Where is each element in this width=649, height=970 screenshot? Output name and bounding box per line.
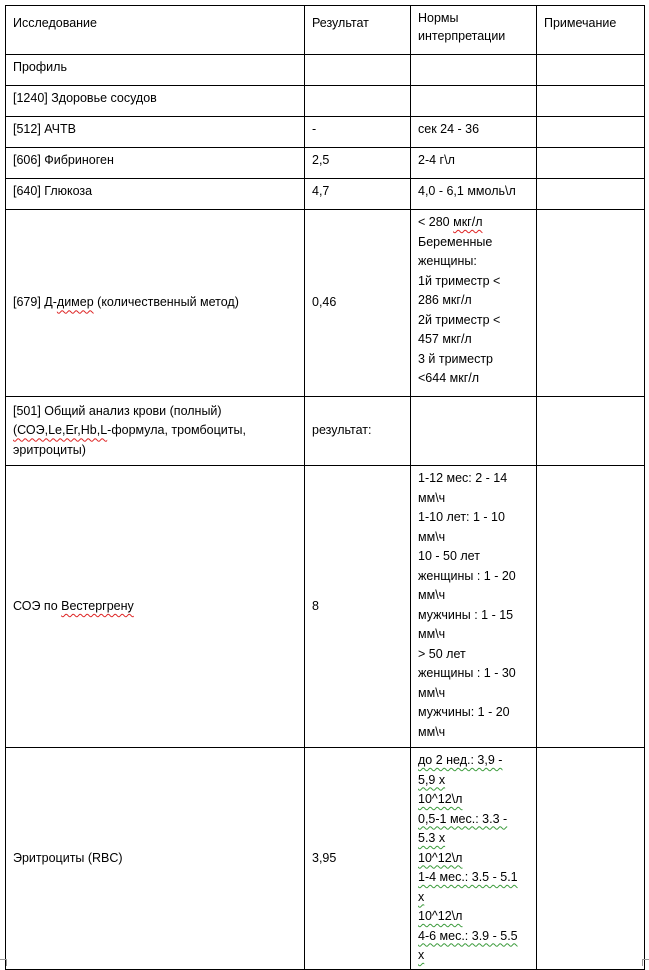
result-cell — [305, 86, 411, 117]
page-corner-mark-right — [642, 959, 649, 966]
study-text: (количественный метод) — [93, 295, 239, 310]
result-cell: 0,46 — [305, 210, 411, 397]
table-row-cbc — [6, 397, 645, 466]
study-text: -формула, тромбоциты, эритроциты) — [13, 423, 246, 457]
study-text: [679] Д- — [13, 295, 57, 310]
table-row-ddimer — [6, 210, 645, 397]
result-cell: 8 — [305, 466, 411, 748]
norm-line: < 280 мкг/л — [418, 215, 483, 229]
norm-line: мм\ч — [418, 685, 446, 700]
norm-line: 2й триместр < — [418, 312, 501, 327]
norm-line: х — [418, 889, 425, 904]
norm-line: Беременные — [418, 234, 493, 249]
norm-line: <644 мкг/л — [418, 371, 480, 385]
note-cell — [537, 748, 645, 970]
study-text: СОЭ по — [13, 598, 62, 613]
norm-line: 457 мкг/л — [418, 332, 472, 346]
table-row-rbc — [6, 748, 645, 970]
norm-cell: сек 24 - 36 — [411, 117, 537, 148]
result-cell: 4,7 — [305, 179, 411, 210]
norm-line: 1-4 мес.: 3.5 - 5.1 — [418, 870, 518, 884]
norm-line: 0,5-1 мес.: 3.3 - — [418, 811, 508, 826]
norm-line: 4-6 мес.: 3.9 - 5.5 — [418, 928, 518, 943]
study-cell — [6, 466, 305, 748]
table-row-profile — [6, 55, 645, 86]
norm-line: 10^12\л — [418, 850, 463, 865]
note-cell — [537, 55, 645, 86]
norm-line: 10^12\л — [418, 792, 463, 806]
norm-cell: 4,0 - 6,1 ммоль\л — [411, 179, 537, 210]
table-row-vessels — [6, 86, 645, 117]
result-cell: 2,5 — [305, 148, 411, 179]
result-cell — [305, 55, 411, 86]
norm-line: мм\ч — [418, 588, 446, 602]
page-corner-mark-left — [0, 959, 7, 966]
study-cell — [6, 397, 305, 466]
header-cell-result: Результат — [305, 6, 411, 55]
lab-results-table — [5, 5, 645, 970]
norm-line: мм\ч — [418, 724, 446, 739]
norm-line: мужчины: 1 - 20 — [418, 705, 510, 719]
study-cell — [6, 210, 305, 397]
result-cell: результат: — [305, 397, 411, 466]
study-text: [501] Общий анализ крови (полный) — [13, 403, 222, 418]
norm-line: 3 й триместр — [418, 351, 494, 366]
header-cell-norms: Нормы интерпретации — [411, 6, 537, 55]
norm-cell — [411, 86, 537, 117]
note-cell — [537, 397, 645, 466]
header-cell-study: Исследование — [6, 6, 305, 55]
spellcheck-word: димер — [56, 295, 94, 310]
norm-line: мужчины : 1 - 15 — [418, 607, 514, 622]
note-cell — [537, 86, 645, 117]
norm-cell — [411, 210, 537, 397]
study-cell: [512] АЧТВ — [6, 117, 305, 148]
study-cell: Эритроциты (RBC) — [6, 748, 305, 970]
norm-line: 5.3 х — [418, 831, 446, 845]
norm-line: мм\ч — [418, 627, 446, 641]
spellcheck-word: мкг/л — [453, 215, 483, 229]
norm-cell — [411, 466, 537, 748]
note-cell — [537, 210, 645, 397]
note-cell — [537, 148, 645, 179]
norm-line: женщины : 1 - 20 — [418, 568, 516, 583]
norm-line: 1-12 мес: 2 - 14 — [418, 471, 508, 485]
header-cell-note: Примечание — [537, 6, 645, 55]
spellcheck-word: (СОЭ,Le,Er,Hb,L — [13, 423, 108, 438]
norm-line: х — [418, 948, 425, 962]
norm-cell — [411, 397, 537, 466]
study-cell: Профиль — [6, 55, 305, 86]
note-cell — [537, 117, 645, 148]
norm-line: мм\ч — [418, 490, 446, 505]
norm-line: 10^12\л — [418, 909, 463, 923]
table-row-glucose — [6, 179, 645, 210]
study-cell: [606] Фибриноген — [6, 148, 305, 179]
result-cell: - — [305, 117, 411, 148]
norm-cell — [411, 55, 537, 86]
table-row-fibrinogen — [6, 148, 645, 179]
norm-line: женщины: — [418, 254, 477, 268]
norm-line: до 2 нед.: 3,9 - — [418, 753, 503, 767]
norm-line: > 50 лет — [418, 646, 466, 661]
norm-line: 10 - 50 лет — [418, 549, 480, 563]
norm-line: 286 мкг/л — [418, 293, 472, 307]
norm-cell: 2-4 г\л — [411, 148, 537, 179]
norm-line: мм\ч — [418, 529, 446, 544]
study-cell: [1240] Здоровье сосудов — [6, 86, 305, 117]
table-row-achtv — [6, 117, 645, 148]
norm-line: 5,9 х — [418, 772, 446, 787]
norm-line: женщины : 1 - 30 — [418, 666, 516, 680]
table-row-esr — [6, 466, 645, 748]
note-cell — [537, 179, 645, 210]
note-cell — [537, 466, 645, 748]
norm-line: 1й триместр < — [418, 273, 501, 288]
spellcheck-word: Вестергрену — [61, 598, 134, 613]
study-cell: [640] Глюкоза — [6, 179, 305, 210]
header-row — [6, 6, 645, 55]
norm-line: 1-10 лет: 1 - 10 — [418, 510, 505, 524]
norm-cell — [411, 748, 537, 970]
result-cell: 3,95 — [305, 748, 411, 970]
